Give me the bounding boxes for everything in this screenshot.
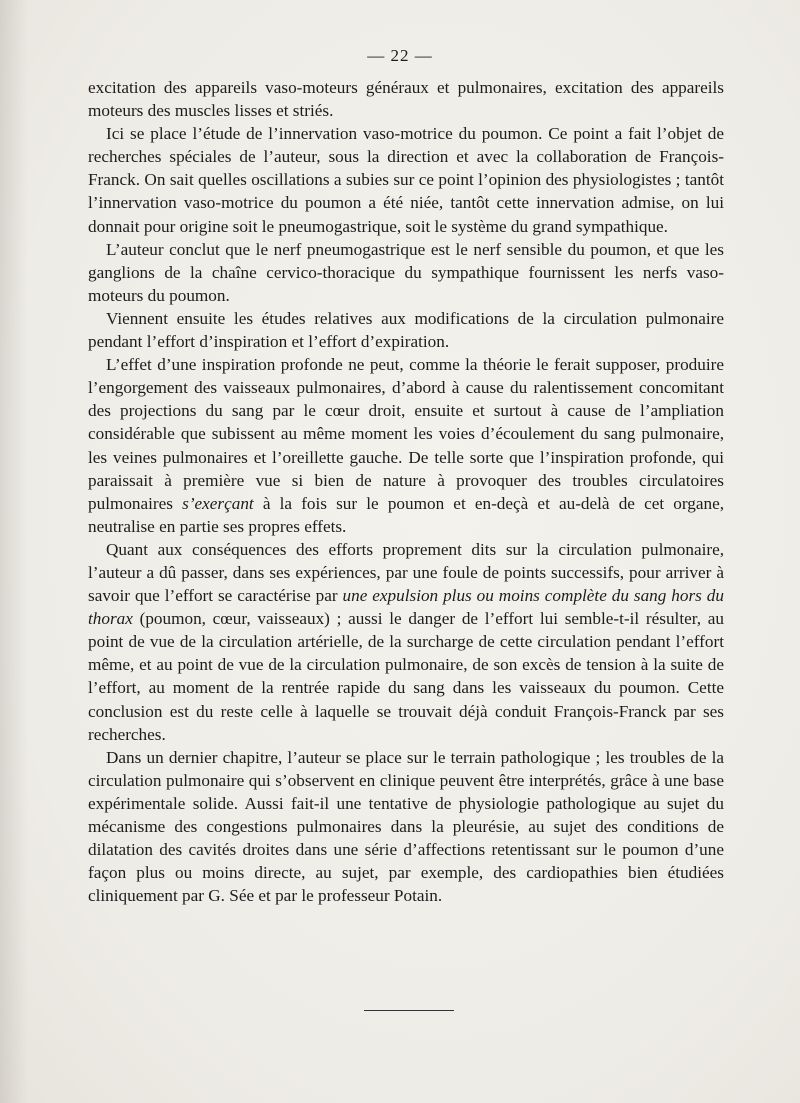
text-run: L’effet d’une inspiration profonde ne peut, comme la théorie le ferait supposer, produire l’engorgement des vaisseaux pulmonaires, d’abord à cause du ralentissement concomitant des projections du sang par le cœur droit, ensuite et surtout à cause de l’ampliation considérable que subissent au même moment les voies d’écoulement du sang pulmonaire, les veines pulmonaires et l’oreillette gauche. De telle sorte que l’inspiration profonde, qui paraissait à première vue si bien de nature à provoquer des troubles circulatoires pulmonaires (88, 355, 724, 513)
paragraph (88, 307, 724, 353)
paragraph (88, 353, 724, 538)
binding-shadow (0, 0, 28, 1103)
italic-phrase: s’exerçant (182, 493, 254, 513)
text-run: Dans un dernier chapitre, l’auteur se place sur le terrain pathologique ; les troubles de la circulation pulmonaire qui s’observent en clinique peuvent être interprétés, grâce à une base expérimentale solide. Aussi fait-il une tentative de physiologie pathologique au sujet du mécanisme des congestions pulmonaires dans la pleurésie, au sujet des conditions de dilatation des cavités droites dans une série d’affections retentissant sur le poumon d’une façon plus ou moins directe, au sujet, par exemple, des cardiopathies bien étudiées cliniquement par G. Sée et par le professeur Potain. (88, 747, 724, 906)
paragraph (88, 538, 724, 746)
paragraph (88, 76, 724, 122)
italic-phrase: une expulsion plus ou moins complète du sang hors du thorax (88, 586, 724, 629)
paragraph (88, 238, 724, 307)
page-number: — 22 — (367, 46, 433, 65)
paragraph (88, 746, 724, 908)
text-run: Quant aux conséquences des efforts proprement dits sur la circulation pulmonaire, l’auteur a dû passer, dans ses expériences, par une foule de points successifs, pour arriver à savoir que l’effort se caractérise par (88, 539, 724, 606)
end-rule (364, 1010, 454, 1011)
text-run: L’auteur conclut que le nerf pneumogastrique est le nerf sensible du poumon, et que les ganglions de la chaîne cervico-thoracique du sympathique fournissent les nerfs vaso-moteurs du poumon. (88, 239, 724, 305)
text-run: Ici se place l’étude de l’innervation vaso-motrice du poumon. Ce point a fait l’objet de recherches spéciales de l’auteur, sous la direction et avec la collaboration de François-Franck. On sait quelles oscillations a subies sur ce point l’opinion des physiologistes ; tantôt l’innervation vaso-motrice du poumon a été niée, tantôt cette innervation admise, on lui donnait pour origine soit le pneumogastrique, soit le système du grand sympathique. (88, 124, 724, 236)
paragraph (88, 122, 724, 237)
body-text (88, 76, 724, 907)
text-run: (poumon, cœur, vaisseaux) ; aussi le danger de l’effort lui semble-t-il résulter, au point de vue de la circulation artérielle, de la surcharge de cette circulation pendant l’effort même, et au point de vue de la circulation pulmonaire, de son excès de tension à la suite de l’effort, au moment de la rentrée rapide du sang dans les vaisseaux du poumon. Cette conclusion est du reste celle à laquelle se trouvait déjà conduit François-Franck par ses recherches. (88, 609, 724, 744)
text-run: à la fois sur le poumon et en-deçà et au-delà de cet organe, neutralise en partie ses propres effets. (88, 493, 725, 536)
text-run: excitation des appareils vaso-moteurs généraux et pulmonaires, excitation des appareils moteurs des muscles lisses et striés. (88, 78, 724, 121)
text-run: Viennent ensuite les études relatives aux modifications de la circulation pulmonaire pendant l’effort d’inspiration et l’effort d’expiration. (88, 308, 724, 352)
